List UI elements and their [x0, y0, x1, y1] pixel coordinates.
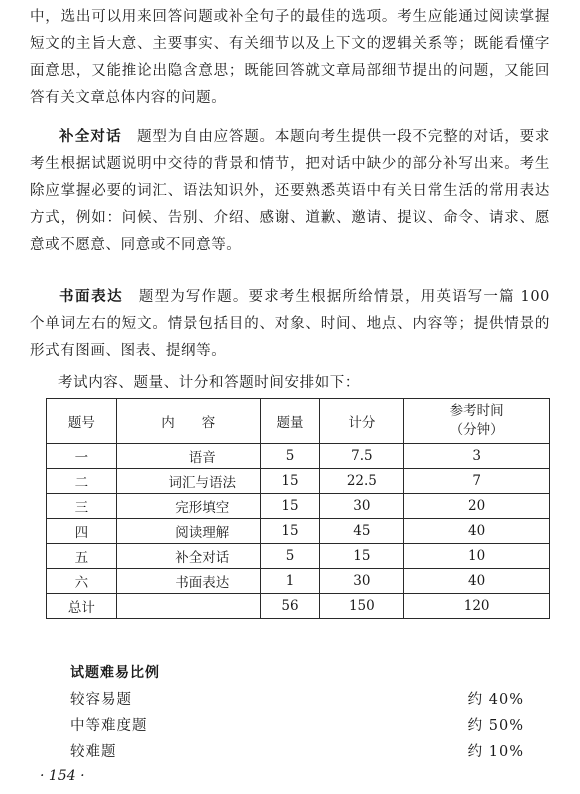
total-count: 56: [260, 594, 320, 619]
cell-count: 5: [260, 444, 320, 469]
cell-number: 四: [47, 519, 117, 544]
table-row: [47, 469, 550, 494]
cell-content: 语音: [116, 444, 260, 469]
header-time: [404, 399, 550, 444]
difficulty-label: 较容易题: [70, 692, 132, 708]
total-score: 150: [320, 594, 404, 619]
cell-time: 10: [404, 544, 550, 569]
cell-time: 40: [404, 569, 550, 594]
header-time-line2: （分钟）: [449, 422, 504, 438]
difficulty-title: 试题难易比例: [70, 665, 160, 681]
table-row: [47, 444, 550, 469]
cell-content: 完形填空: [116, 494, 260, 519]
cell-number: 一: [47, 444, 117, 469]
writing-body: 题型为写作题。要求考生根据所给情景，用英语写一篇 100 个单词左右的短文。情景包括目的、对象、时间、地点、内容等；提供情景的形式有图画、图表、提纲等。: [30, 289, 551, 359]
table-row: [47, 544, 550, 569]
difficulty-item: [70, 740, 524, 761]
cell-count: 15: [260, 469, 320, 494]
cell-number: 五: [47, 544, 117, 569]
difficulty-item: [70, 714, 524, 735]
cell-number: 三: [47, 494, 117, 519]
difficulty-value: 约 50%: [467, 718, 524, 734]
table-intro: 考试内容、题量、计分和答题时间安排如下：: [58, 375, 360, 391]
cell-score: 30: [320, 494, 404, 519]
writing-heading: 书面表达: [59, 289, 124, 305]
header-time-line1: 参考时间: [449, 403, 504, 419]
difficulty-label: 较难题: [70, 744, 117, 760]
difficulty-value: 约 40%: [467, 692, 524, 708]
cell-time: 20: [404, 494, 550, 519]
cell-content: 书面表达: [116, 569, 260, 594]
cell-count: 15: [260, 494, 320, 519]
header-number: 题号: [47, 399, 117, 444]
total-label: 总计: [47, 594, 117, 619]
cell-score: 7.5: [320, 444, 404, 469]
cell-score: 22.5: [320, 469, 404, 494]
difficulty-value: 约 10%: [467, 744, 524, 760]
difficulty-label: 中等难度题: [70, 718, 148, 734]
cell-count: 1: [260, 569, 320, 594]
table-row: [47, 569, 550, 594]
table-header-row: [47, 399, 550, 444]
table-row: [47, 494, 550, 519]
cell-content: 阅读理解: [116, 519, 260, 544]
cell-time: 3: [404, 444, 550, 469]
table-row: [47, 519, 550, 544]
cell-number: 二: [47, 469, 117, 494]
page-number: · 154 ·: [40, 768, 85, 784]
cell-content: 补全对话: [116, 544, 260, 569]
cell-score: 30: [320, 569, 404, 594]
header-score: 计分: [320, 399, 404, 444]
dialogue-heading: 补全对话: [59, 129, 122, 145]
cell-score: 45: [320, 519, 404, 544]
cell-time: 7: [404, 469, 550, 494]
cell-content: 词汇与语法: [116, 469, 260, 494]
total-content: [116, 594, 260, 619]
cell-count: 5: [260, 544, 320, 569]
reading-paragraph: 中，选出可以用来回答问题或补全句子的最佳的选项。考生应能通过阅读掌握短文的主旨大意、主要事实、有关细节以及上下文的逻辑关系等；既能看懂字面意思，又能推论出隐含意思；既能回答就文章局部细节提出的问题，又能回答有关文章总体内容的问题。: [30, 9, 550, 106]
cell-count: 15: [260, 519, 320, 544]
cell-score: 15: [320, 544, 404, 569]
header-content: 内 容: [116, 399, 260, 444]
writing-paragraph: [30, 284, 550, 365]
exam-schedule-table: [46, 398, 550, 619]
dialogue-body: 题型为自由应答题。本题向考生提供一段不完整的对话，要求考生根据试题说明中交待的背景和情节，把对话中缺少的部分补写出来。考生除应掌握必要的词汇、语法知识外，还要熟悉英语中有关日常生活的常用表达方式，例如：问候、告别、介绍、感谢、道歉、邀请、提议、命令、请求、愿意或不愿意、同意或不同意等。: [30, 129, 551, 253]
difficulty-item: [70, 688, 524, 709]
cell-time: 40: [404, 519, 550, 544]
table-total-row: [47, 594, 550, 619]
total-time: 120: [404, 594, 550, 619]
dialogue-paragraph: [30, 124, 550, 259]
header-count: 题量: [260, 399, 320, 444]
cell-number: 六: [47, 569, 117, 594]
